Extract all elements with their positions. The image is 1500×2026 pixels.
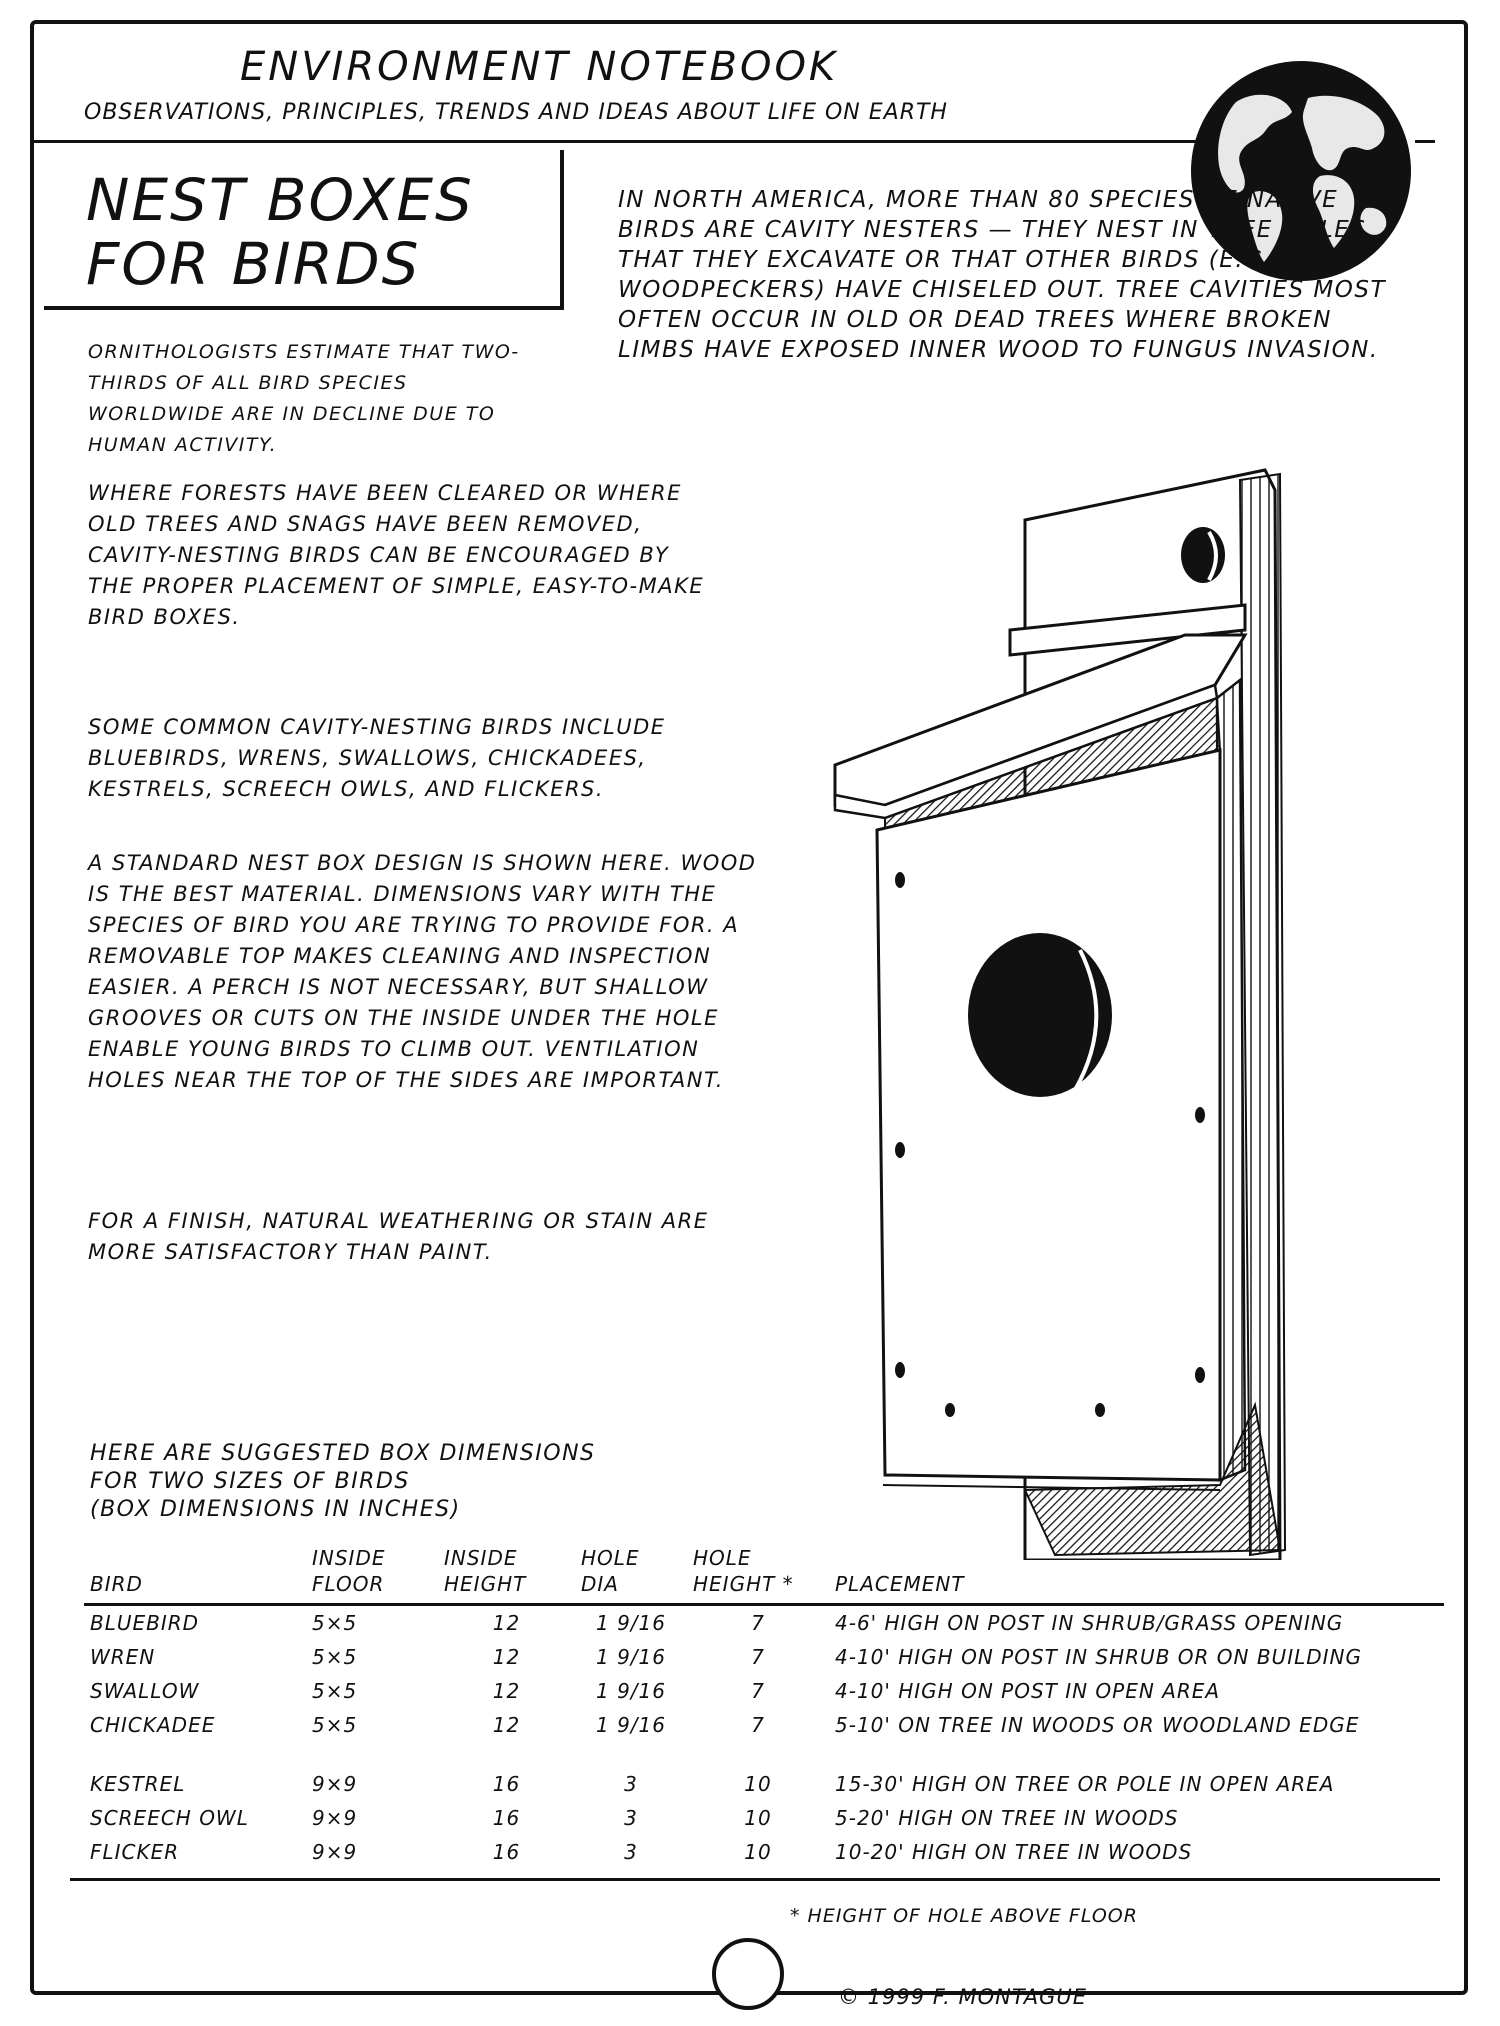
cell-floor: 9×9 (312, 1840, 358, 1864)
common-birds-paragraph: SOME COMMON CAVITY-NESTING BIRDS INCLUDE BLUEBIRDS, WRENS, SWALLOWS, CHICKADEES, KESTRELS, SCREECH OWLS, AND FLICKERS. (88, 715, 666, 801)
header-bird: BIRD (84, 1545, 306, 1605)
copyright: © 1999 F. MONTAGUE (838, 1985, 1088, 2009)
table-intro-line3: (BOX DIMENSIONS IN INCHES) (90, 1497, 461, 1522)
article-title-line2: FOR BIRDS (86, 230, 421, 298)
cell-hole-height: 10 (744, 1840, 772, 1864)
cell-placement: 10-20' HIGH ON TREE IN WOODS (835, 1840, 1193, 1864)
table-intro-line2: FOR TWO SIZES OF BIRDS (90, 1469, 410, 1494)
cell-floor: 9×9 (312, 1806, 358, 1830)
article-title-line1: NEST BOXES (86, 166, 474, 234)
cell-height: 12 (492, 1645, 521, 1669)
cell-hole-height: 7 (751, 1611, 765, 1635)
cell-height: 16 (492, 1772, 521, 1796)
cell-dia: 1 9/16 (596, 1679, 666, 1703)
cell-placement: 5-10' ON TREE IN WOODS OR WOODLAND EDGE (835, 1713, 1360, 1737)
table-bottom-divider (70, 1878, 1440, 1881)
cell-height: 12 (492, 1679, 521, 1703)
cell-bird: BLUEBIRD (90, 1611, 200, 1635)
cell-dia: 3 (624, 1806, 638, 1830)
forests-paragraph: WHERE FORESTS HAVE BEEN CLEARED OR WHERE OLD TREES AND SNAGS HAVE BEEN REMOVED, CAVITY-NESTING BIRDS CAN BE ENCOURAGED BY THE PROPER PLACEMENT OF SIMPLE, EASY-TO-MAKE BIRD BOXES. (88, 481, 705, 629)
cell-hole-height: 7 (751, 1713, 765, 1737)
table-row (84, 1801, 1444, 1835)
cell-height: 16 (492, 1840, 521, 1864)
cell-height: 16 (492, 1806, 521, 1830)
table-footnote: * HEIGHT OF HOLE ABOVE FLOOR (790, 1905, 1138, 1927)
ornithologists-paragraph: ORNITHOLOGISTS ESTIMATE THAT TWO-THIRDS OF ALL BIRD SPECIES WORLDWIDE ARE IN DECLINE DUE TO HUMAN ACTIVITY. (88, 341, 520, 456)
cell-hole-height: 10 (744, 1772, 772, 1796)
cell-placement: 4-10' HIGH ON POST IN SHRUB OR ON BUILDING (835, 1645, 1362, 1669)
header-placement: PLACEMENT (829, 1545, 1444, 1605)
cell-dia: 3 (624, 1840, 638, 1864)
cell-placement: 4-6' HIGH ON POST IN SHRUB/GRASS OPENING (835, 1611, 1344, 1635)
cell-bird: CHICKADEE (90, 1713, 216, 1737)
cell-height: 12 (492, 1611, 521, 1635)
table-row (84, 1640, 1444, 1674)
cell-hole-height: 10 (744, 1806, 772, 1830)
cell-bird: SWALLOW (90, 1679, 200, 1703)
cell-bird: SCREECH OWL (90, 1806, 249, 1830)
table-row (84, 1605, 1444, 1641)
cell-hole-height: 7 (751, 1679, 765, 1703)
cell-floor: 5×5 (312, 1679, 358, 1703)
design-paragraph: A STANDARD NEST BOX DESIGN IS SHOWN HERE. WOOD IS THE BEST MATERIAL. DIMENSIONS VARY WITH THE SPECIES OF BIRD YOU ARE TRYING TO PROVIDE FOR. A REMOVABLE TOP MAKES CLEANING AND INSPECTION EASIER. A PERCH IS NOT NECESSARY, BUT SHALLOW GROOVES OR CUTS ON THE INSIDE UNDER THE HOLE ENABLE YOUNG BIRDS TO CLIMB OUT. VENTILATION HOLES NEAR THE TOP OF THE SIDES ARE IMPORTANT. (88, 851, 757, 1092)
cell-dia: 1 9/16 (596, 1611, 666, 1635)
header-inside-floor: INSIDE FLOOR (306, 1545, 438, 1605)
cell-bird: KESTREL (90, 1772, 186, 1796)
table-intro (90, 1440, 596, 1524)
cell-floor: 5×5 (312, 1713, 358, 1737)
header-hole-dia: HOLE DIA (575, 1545, 687, 1605)
cell-bird: FLICKER (90, 1840, 180, 1864)
cell-placement: 15-30' HIGH ON TREE OR POLE IN OPEN AREA (835, 1772, 1335, 1796)
table-intro-line1: HERE ARE SUGGESTED BOX DIMENSIONS (90, 1441, 596, 1466)
notebook-subtitle: OBSERVATIONS, PRINCIPLES, TRENDS AND IDEAS ABOUT LIFE ON EARTH (84, 100, 948, 125)
notebook-title: ENVIRONMENT NOTEBOOK (240, 44, 839, 90)
header-divider-right (1415, 140, 1435, 143)
cell-dia: 1 9/16 (596, 1645, 666, 1669)
header-divider (32, 140, 1207, 143)
box-dimensions-table (84, 1545, 1444, 1869)
cell-floor: 9×9 (312, 1772, 358, 1796)
table-row (84, 1674, 1444, 1708)
table-row (84, 1708, 1444, 1742)
cell-floor: 5×5 (312, 1645, 358, 1669)
header-hole-height: HOLE HEIGHT * (687, 1545, 829, 1605)
nest-box-illustration (825, 460, 1415, 1560)
cell-hole-height: 7 (751, 1645, 765, 1669)
article-title (86, 168, 474, 296)
cell-floor: 5×5 (312, 1611, 358, 1635)
header-inside-height: INSIDE HEIGHT (438, 1545, 575, 1605)
table-header-row (84, 1545, 1444, 1605)
cell-dia: 3 (624, 1772, 638, 1796)
cell-placement: 4-10' HIGH ON POST IN OPEN AREA (835, 1679, 1221, 1703)
cell-height: 12 (492, 1713, 521, 1737)
finish-paragraph: FOR A FINISH, NATURAL WEATHERING OR STAIN ARE MORE SATISFACTORY THAN PAINT. (88, 1209, 709, 1264)
table-row (84, 1742, 1444, 1801)
intro-paragraph: IN NORTH AMERICA, MORE THAN 80 SPECIES OF NATIVE BIRDS ARE CAVITY NESTERS — THEY NEST IN TREE HOLES THAT THEY EXCAVATE OR THAT OTHER BIRDS (E.G. WOODPECKERS) HAVE CHISELED OUT. TREE CAVITIES MOST OFTEN OCCUR IN OLD OR DEAD TREES WHERE BROKEN LIMBS HAVE EXPOSED INNER WOOD TO FUNGUS INVASION. (618, 187, 1387, 363)
table-row (84, 1835, 1444, 1869)
cell-dia: 1 9/16 (596, 1713, 666, 1737)
cell-bird: WREN (90, 1645, 156, 1669)
page-circle-ornament (712, 1938, 784, 2010)
cell-placement: 5-20' HIGH ON TREE IN WOODS (835, 1806, 1179, 1830)
